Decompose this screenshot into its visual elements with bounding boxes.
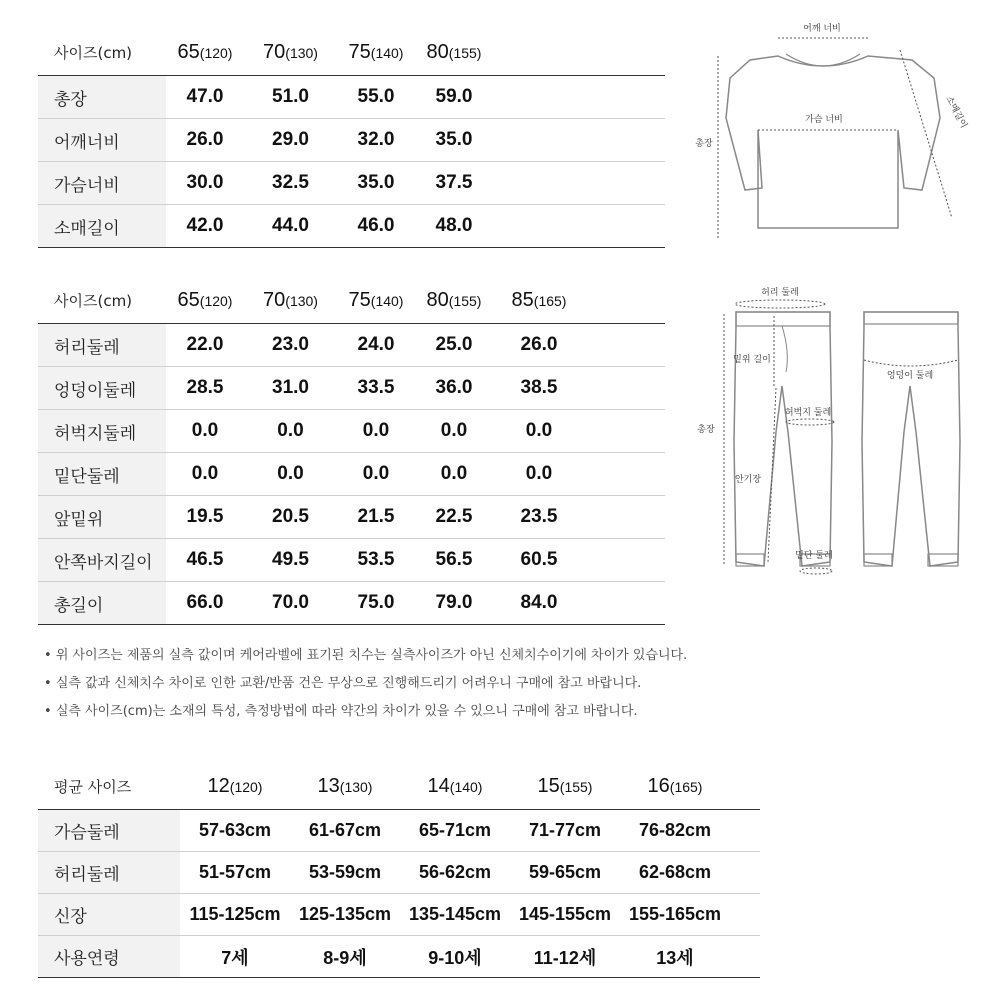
size-header: 70(130) [244, 29, 337, 76]
row-label: 사용연령 [38, 936, 180, 978]
table-row [38, 205, 665, 248]
cell-value: 53.5 [337, 539, 415, 582]
bottom-size-table [38, 277, 665, 625]
shoulder-width-label: 어깨 너비 [803, 24, 841, 34]
cell-value: 47.0 [166, 76, 244, 119]
cell-value: 0.0 [166, 453, 244, 496]
cell-value: 22.5 [415, 496, 493, 539]
row-label: 밑단둘레 [38, 453, 166, 496]
cell-value: 35.0 [415, 119, 493, 162]
table-row [38, 810, 760, 852]
cell-value: 55.0 [337, 76, 415, 119]
cell-value: 9-10세 [400, 936, 510, 978]
table-row [38, 367, 665, 410]
cell-value: 135-145cm [400, 894, 510, 936]
thigh-label: 허벅지 둘레 [784, 408, 832, 418]
cell-value: 7세 [180, 936, 290, 978]
size-header: 16(165) [620, 763, 730, 810]
cell-value: 31.0 [244, 367, 337, 410]
cell-value: 145-155cm [510, 894, 620, 936]
cell-value: 155-165cm [620, 894, 730, 936]
top-diagram [690, 18, 970, 246]
cell-value: 37.5 [415, 162, 493, 205]
row-label: 총길이 [38, 582, 166, 625]
cell-value: 0.0 [493, 453, 585, 496]
cell-value: 0.0 [493, 410, 585, 453]
cell-value: 0.0 [337, 453, 415, 496]
cell-value: 49.5 [244, 539, 337, 582]
cell-value: 23.0 [244, 324, 337, 367]
rise-length-label: 밑위 길이 [733, 355, 771, 365]
cell-value: 26.0 [166, 119, 244, 162]
size-header: 65(120) [166, 277, 244, 324]
notes-list [44, 644, 687, 728]
cell-value: 56-62cm [400, 852, 510, 894]
cell-value: 0.0 [166, 410, 244, 453]
table-row [38, 324, 665, 367]
cell-value: 51.0 [244, 76, 337, 119]
cell-value: 125-135cm [290, 894, 400, 936]
cell-value: 19.5 [166, 496, 244, 539]
size-header: 13(130) [290, 763, 400, 810]
cell-value: 75.0 [337, 582, 415, 625]
size-header: 85(165) [493, 277, 585, 324]
row-label: 엉덩이둘레 [38, 367, 166, 410]
pants-front-outline-icon [734, 312, 832, 566]
pants-length-label: 총장 [697, 425, 715, 435]
size-header: 65(120) [166, 29, 244, 76]
table-row [38, 852, 760, 894]
cell-value: 59.0 [415, 76, 493, 119]
inseam-label: 안기장 [734, 475, 762, 485]
table-row [38, 119, 665, 162]
size-header: 75(140) [337, 29, 415, 76]
table-row [38, 936, 760, 978]
size-header: 75(140) [337, 277, 415, 324]
cell-value: 35.0 [337, 162, 415, 205]
row-label: 총장 [38, 76, 166, 119]
note-item: • 실측 사이즈(cm)는 소재의 특성, 측정방법에 따라 약간의 차이가 있을 수 있으니 구매에 참고 바랍니다. [44, 700, 687, 728]
table-row [38, 76, 665, 119]
note-item: • 실측 값과 신체치수 차이로 인한 교환/반품 건은 무상으로 진행해드리기 어려우니 구매에 참고 바랍니다. [44, 672, 687, 700]
cell-value: 46.5 [166, 539, 244, 582]
cell-value: 60.5 [493, 539, 585, 582]
header-label: 사이즈(cm) [38, 277, 166, 324]
sleeve-length-label: 소매길이 [943, 94, 969, 131]
cell-value: 56.5 [415, 539, 493, 582]
cell-value: 48.0 [415, 205, 493, 248]
table-row [38, 162, 665, 205]
table-header-row [38, 29, 665, 76]
table-row [38, 496, 665, 539]
row-label: 안쪽바지길이 [38, 539, 166, 582]
cell-value: 20.5 [244, 496, 337, 539]
cell-value: 13세 [620, 936, 730, 978]
cell-value: 32.0 [337, 119, 415, 162]
table-row [38, 894, 760, 936]
row-label: 허벅지둘레 [38, 410, 166, 453]
row-label: 허리둘레 [38, 852, 180, 894]
cell-value: 8-9세 [290, 936, 400, 978]
hem-label: 밑단 둘레 [795, 551, 833, 561]
size-header: 14(140) [400, 763, 510, 810]
cell-value: 0.0 [244, 410, 337, 453]
size-header: 80(155) [415, 277, 493, 324]
size-header: 12(120) [180, 763, 290, 810]
cell-value: 46.0 [337, 205, 415, 248]
cell-value: 0.0 [415, 410, 493, 453]
chest-width-label: 가슴 너비 [805, 115, 843, 125]
row-label: 앞밑위 [38, 496, 166, 539]
row-label: 어깨너비 [38, 119, 166, 162]
header-label: 사이즈(cm) [38, 29, 166, 76]
cell-value: 53-59cm [290, 852, 400, 894]
cell-value: 57-63cm [180, 810, 290, 852]
cell-value: 36.0 [415, 367, 493, 410]
cell-value: 21.5 [337, 496, 415, 539]
shirt-outline-icon [726, 56, 940, 228]
cell-value: 32.5 [244, 162, 337, 205]
waist-label: 허리 둘레 [761, 288, 799, 298]
cell-value: 79.0 [415, 582, 493, 625]
table-header-row [38, 277, 665, 324]
pants-back-outline-icon [862, 312, 960, 566]
average-size-table [38, 763, 760, 978]
cell-value: 76-82cm [620, 810, 730, 852]
cell-value: 26.0 [493, 324, 585, 367]
cell-value: 44.0 [244, 205, 337, 248]
cell-value: 66.0 [166, 582, 244, 625]
total-length-label: 총장 [695, 139, 713, 149]
size-header: 15(155) [510, 763, 620, 810]
row-label: 가슴너비 [38, 162, 166, 205]
size-header: 80(155) [415, 29, 493, 76]
cell-value: 61-67cm [290, 810, 400, 852]
cell-value: 29.0 [244, 119, 337, 162]
table-row [38, 582, 665, 625]
cell-value: 11-12세 [510, 936, 620, 978]
row-label: 신장 [38, 894, 180, 936]
cell-value: 22.0 [166, 324, 244, 367]
pants-diagram [690, 282, 980, 582]
table-row [38, 453, 665, 496]
cell-value: 84.0 [493, 582, 585, 625]
cell-value: 0.0 [415, 453, 493, 496]
cell-value: 70.0 [244, 582, 337, 625]
cell-value: 42.0 [166, 205, 244, 248]
waist-measure-line [735, 300, 825, 308]
table-row [38, 539, 665, 582]
note-item: • 위 사이즈는 제품의 실측 값이며 케어라벨에 표기된 치수는 실측사이즈가 아닌 신체치수이기에 차이가 있습니다. [44, 644, 687, 672]
cell-value: 25.0 [415, 324, 493, 367]
cell-value: 65-71cm [400, 810, 510, 852]
cell-value: 0.0 [244, 453, 337, 496]
hem-measure-line [800, 568, 832, 574]
table-row [38, 410, 665, 453]
cell-value: 28.5 [166, 367, 244, 410]
row-label: 소매길이 [38, 205, 166, 248]
cell-value: 30.0 [166, 162, 244, 205]
row-label: 허리둘레 [38, 324, 166, 367]
hip-label: 엉덩이 둘레 [886, 371, 934, 381]
row-label: 가슴둘레 [38, 810, 180, 852]
top-size-table [38, 29, 665, 248]
cell-value: 23.5 [493, 496, 585, 539]
cell-value: 0.0 [337, 410, 415, 453]
cell-value: 24.0 [337, 324, 415, 367]
cell-value: 33.5 [337, 367, 415, 410]
cell-value: 62-68cm [620, 852, 730, 894]
cell-value: 115-125cm [180, 894, 290, 936]
size-header: 70(130) [244, 277, 337, 324]
header-label: 평균 사이즈 [38, 763, 180, 810]
cell-value: 38.5 [493, 367, 585, 410]
cell-value: 51-57cm [180, 852, 290, 894]
cell-value: 59-65cm [510, 852, 620, 894]
table-header-row [38, 763, 760, 810]
cell-value: 71-77cm [510, 810, 620, 852]
